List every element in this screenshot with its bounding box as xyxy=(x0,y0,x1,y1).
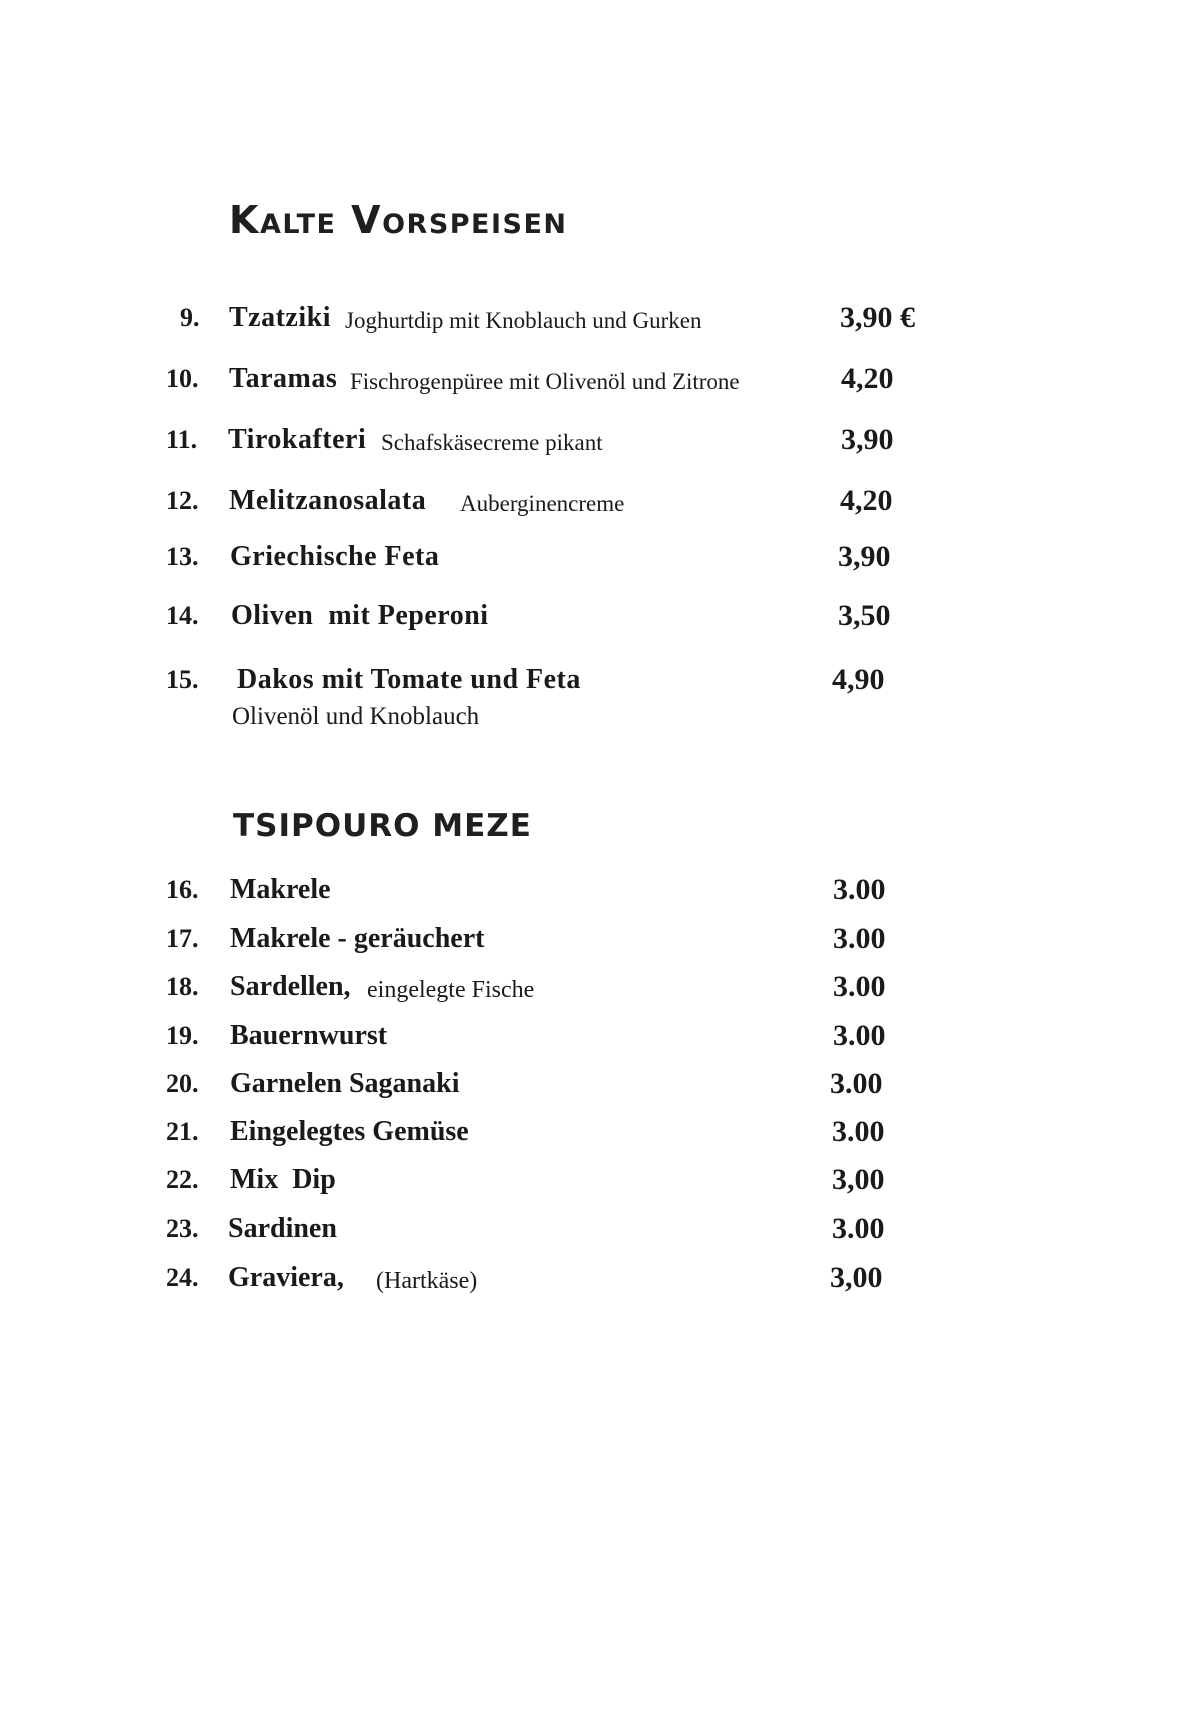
item-subdescription: Olivenöl und Knoblauch xyxy=(232,703,480,730)
item-number: 24. xyxy=(166,1263,199,1292)
item-name: Tirokafteri xyxy=(228,424,367,455)
item-price: 4,90 xyxy=(832,663,885,696)
item-number: 13. xyxy=(166,542,199,571)
item-name: Griechische Feta xyxy=(230,541,440,572)
item-price: 3,90 xyxy=(838,540,891,573)
item-number: 12. xyxy=(166,486,199,515)
menu-item xyxy=(0,971,1190,1011)
item-number: 16. xyxy=(166,875,199,904)
item-number: 19. xyxy=(166,1021,199,1050)
menu-item xyxy=(0,1020,1190,1060)
item-name: Graviera, xyxy=(228,1262,344,1293)
item-name: Mix Dip xyxy=(230,1164,336,1195)
item-number: 22. xyxy=(166,1165,199,1194)
item-price: 3.00 xyxy=(833,922,886,955)
menu-item xyxy=(0,485,1190,525)
item-number: 21. xyxy=(166,1117,199,1146)
item-price: 3,00 xyxy=(832,1163,885,1196)
section-title-tsipouro-meze: TSIPOURO MEZE xyxy=(233,808,532,844)
item-name: Tzatziki xyxy=(229,302,331,333)
item-number: 10. xyxy=(166,364,199,393)
item-number: 20. xyxy=(166,1069,199,1098)
menu-item xyxy=(0,1164,1190,1204)
menu-item xyxy=(0,664,1190,740)
item-description: Joghurtdip mit Knoblauch und Gurken xyxy=(345,308,702,333)
menu-item xyxy=(0,363,1190,403)
item-name: Eingelegtes Gemüse xyxy=(230,1116,469,1147)
menu-item xyxy=(0,600,1190,640)
menu-item xyxy=(0,1262,1190,1302)
menu-item xyxy=(0,424,1190,464)
item-description: Auberginencreme xyxy=(460,491,625,516)
item-price: 3.00 xyxy=(832,1115,885,1148)
item-price: 3,90 € xyxy=(840,301,915,334)
item-price: 3,00 xyxy=(830,1261,883,1294)
item-name: Garnelen Saganaki xyxy=(230,1068,460,1099)
menu-item xyxy=(0,874,1190,914)
item-number: 11. xyxy=(166,425,198,454)
item-number: 14. xyxy=(166,601,199,630)
menu-item xyxy=(0,923,1190,963)
menu-item xyxy=(0,1213,1190,1253)
item-description: Fischrogenpüree mit Olivenöl und Zitrone xyxy=(350,369,740,394)
item-name: Makrele - geräuchert xyxy=(230,923,485,954)
item-price: 4,20 xyxy=(840,484,893,517)
item-name: Oliven mit Peperoni xyxy=(231,600,489,631)
item-name: Melitzanosalata xyxy=(229,485,427,516)
item-number: 17. xyxy=(166,924,199,953)
menu-item xyxy=(0,541,1190,581)
menu-item xyxy=(0,1116,1190,1156)
item-number: 15. xyxy=(166,665,199,694)
item-name: Sardellen, xyxy=(230,971,351,1002)
section-title-kalte-vorspeisen: Kalte Vorspeisen xyxy=(229,198,568,242)
item-number: 23. xyxy=(166,1214,199,1243)
item-price: 3,50 xyxy=(838,599,891,632)
item-price: 4,20 xyxy=(841,362,894,395)
item-name: Makrele xyxy=(230,874,331,905)
item-description: (Hartkäse) xyxy=(376,1268,478,1294)
item-number: 9. xyxy=(180,303,200,332)
item-price: 3.00 xyxy=(833,873,886,906)
item-name: Dakos mit Tomate und Feta xyxy=(237,664,581,695)
item-price: 3.00 xyxy=(833,970,886,1003)
menu-item xyxy=(0,1068,1190,1108)
item-price: 3,90 xyxy=(841,423,894,456)
menu-item xyxy=(0,302,1190,342)
item-price: 3.00 xyxy=(832,1212,885,1245)
item-name: Sardinen xyxy=(228,1213,337,1244)
item-name: Bauernwurst xyxy=(230,1020,388,1051)
item-description: Schafskäsecreme pikant xyxy=(381,430,603,455)
item-price: 3.00 xyxy=(833,1019,886,1052)
item-description: eingelegte Fische xyxy=(367,977,535,1003)
item-price: 3.00 xyxy=(830,1067,883,1100)
item-name: Taramas xyxy=(229,363,338,394)
item-number: 18. xyxy=(166,972,199,1001)
